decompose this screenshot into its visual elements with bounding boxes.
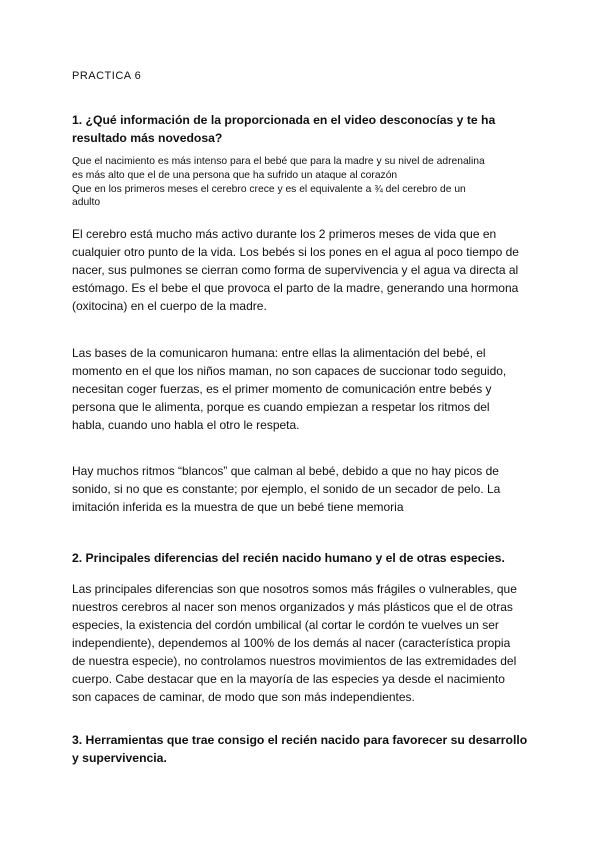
text-line: persona que le alimenta, porque es cuando empiezan a respetar los ritmos del [72, 400, 490, 414]
text-line: independiente), dependemos al 100% de los demás al nacer (característica propia [72, 636, 511, 650]
text-line: Que el nacimiento es más intenso para el bebé que para la madre y su nivel de adrenalina [72, 156, 485, 167]
text-line: son capaces de caminar, de modo que son más independientes. [72, 690, 415, 704]
paragraph-brain-activity [72, 225, 532, 315]
text-line: adulto [72, 197, 101, 209]
text-line: nacer, sus pulmones se cierran como forma de supervivencia y el agua va directa al [72, 263, 519, 277]
text-line: 1. ¿Qué información de la proporcionada en el video desconocías y te ha [72, 113, 496, 127]
paragraph-white-rhythms [72, 462, 532, 516]
text-line: Que en los primeros meses el cerebro crece y es el equivalente a ¾ del cerebro de un [72, 183, 466, 195]
text-line: (oxitocina) en el cuerpo de la madre. [72, 299, 267, 313]
text-line: necesitan coger fuerzas, es el primer momento de comunicación entre bebés y [72, 382, 492, 396]
paragraph-differences [72, 580, 532, 706]
text-line: 2. Principales diferencias del recién nacido humano y el de otras especies. [72, 551, 505, 565]
text-line: sonido, si no que es constante; por ejemplo, el sonido de un secador de pelo. La [72, 482, 501, 496]
text-line: Las bases de la comunicaron humana: entre ellas la alimentación del bebé, el [72, 346, 486, 360]
text-line: momento en el que los niños maman, no son capaces de succionar todo seguido, [72, 364, 507, 378]
notes-block [72, 155, 532, 210]
text-line: de nuestra especie), no controlamos nuestros movimientos de las extremidades del [72, 654, 517, 668]
text-line: 3. Herramientas que trae consigo el recién nacido para favorecer su desarrollo [72, 733, 528, 747]
text-line: y supervivencia. [72, 751, 167, 765]
question-3-heading [72, 731, 532, 767]
text-line: Las principales diferencias son que nosotros somos más frágiles o vulnerables, que [72, 582, 517, 596]
text-line: es más alto que el de una persona que ha sufrido un ataque al corazón [72, 169, 398, 181]
text-line: El cerebro está mucho más activo durante los 2 primeros meses de vida que en [72, 227, 497, 241]
question-2-heading [72, 549, 532, 567]
question-1-heading [72, 111, 532, 147]
text-line: Hay muchos ritmos “blancos” que calman al bebé, debido a que no hay picos de [72, 464, 499, 478]
text-line: cualquier otro punto de la vida. Los bebés si los pones en el agua al poco tiempo de [72, 245, 519, 259]
text-line: cuerpo. Cabe destacar que en la mayoría de las especies ya desde el nacimiento [72, 672, 505, 686]
practice-title: PRACTICA 6 [72, 70, 142, 82]
text-line: nuestros cerebros al nacer son menos organizados y más plásticos que el de otras [72, 600, 513, 614]
text-line: especies, la existencia del cordón umbilical (al cortar le cordón te vuelves un ser [72, 618, 499, 632]
text-line: estómago. Es el bebe el que provoca el parto de la madre, generando una hormona [72, 281, 519, 295]
text-line: imitación inferida es la muestra de que un bebé tiene memoria [72, 500, 404, 514]
paragraph-communication [72, 344, 532, 434]
text-line: resultado más novedosa? [72, 131, 223, 145]
text-line: habla, cuando uno habla el otro le respeta. [72, 418, 300, 432]
